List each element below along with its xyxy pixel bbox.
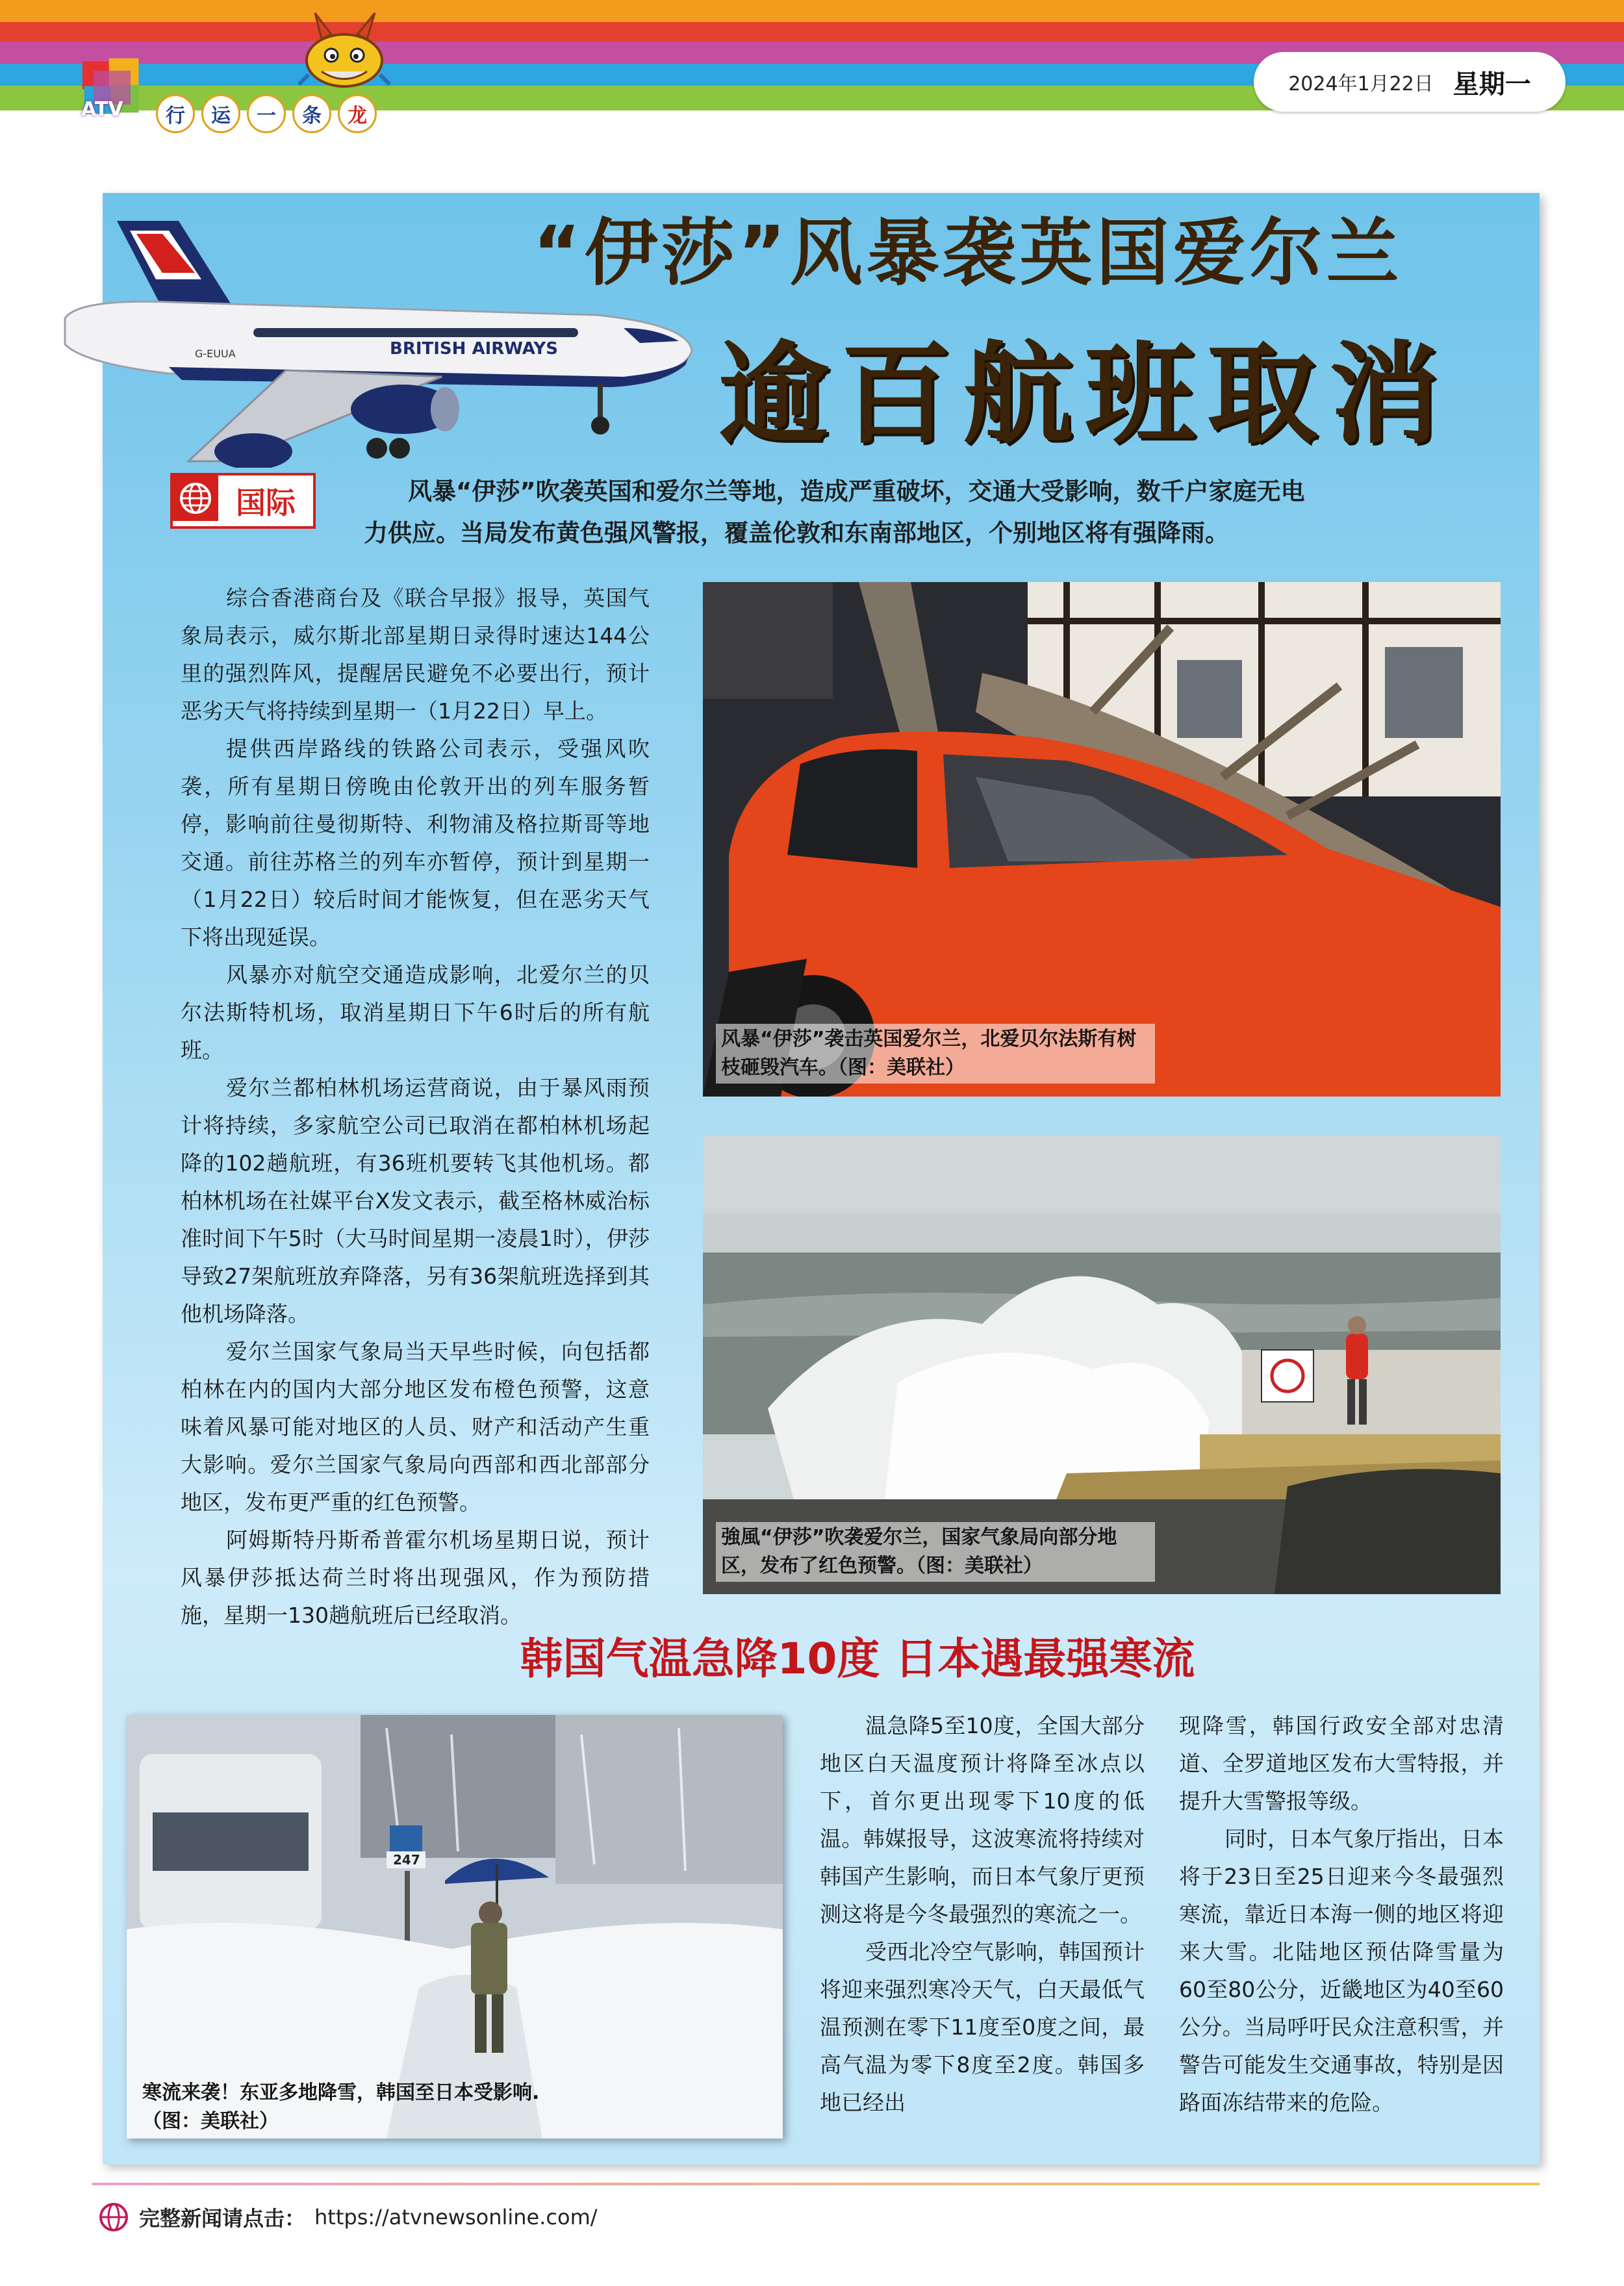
road-sign-number: 247 — [393, 1852, 420, 1868]
body-paragraph: 同时，日本气象厅指出，日本将于23日至25日迎来今冬最强烈寒流，靠近日本海一侧的地区将迎来大雪。北陆地区预估降雪量为60至80公分，近畿地区为40至60公分。当局呼吁民众注意积雪，并警告可能发生交通事故，特别是因路面冻结带来的危险。 — [1179, 1826, 1504, 2115]
brand-area — [81, 10, 393, 133]
headline-line2: 逾百航班取消 — [718, 331, 1451, 459]
photo1-caption: 风暴“伊莎”袭击英国爱尔兰，北爱贝尔法斯有树枝砸毁汽车。（图：美联社） — [716, 1024, 1155, 1084]
photo3-caption: 寒流来袭！东亚多地降雪，韩国至日本受影响.（图：美联社） — [142, 2081, 540, 2133]
body-paragraph: 受西北冷空气影响，韩国预计将迎来强烈寒冷天气，白天最低气温预测在零下11度至0度之间，最高气温为零下8度至2度。韩国多地已经出 — [820, 1939, 1145, 2115]
footer-divider — [92, 2183, 1540, 2185]
body-paragraph: 温急降5至10度，全国大部分地区白天温度预计将降至冰点以下，首尔更出现零下10度的低温。韩媒报导，这波寒流将持续对韩国产生影响，而日本气象厅更预测这将是今冬最强烈的寒流之一。 — [820, 1713, 1145, 1927]
article-body — [181, 579, 650, 1634]
globe-icon — [97, 2201, 130, 2233]
issue-weekday: 星期一 — [1453, 69, 1531, 99]
headline-line1: “伊莎”风暴袭英国爱尔兰 — [533, 211, 1403, 296]
photo-storm-waves — [703, 1136, 1501, 1594]
plane-livery: BRITISH AIRWAYS — [390, 339, 558, 359]
slogan-char: 条 — [292, 94, 331, 133]
globe-icon — [173, 476, 218, 521]
body-paragraph: 现降雪，韩国行政安全部对忠清道、全罗道地区发布大雪特报，并提升大雪警报等级。 — [1179, 1713, 1504, 1814]
body-paragraph: 提供西岸路线的铁路公司表示，受强风吹袭，所有星期日傍晚由伦敦开出的列车服务暂停，影响前往曼彻斯特、利物浦及格拉斯哥等地交通。前往苏格兰的列车亦暂停，预计到星期一（1月22日）较后时间才能恢复，但在恶劣天气下将出现延误。 — [181, 736, 650, 950]
brand-name: ATV — [81, 98, 123, 121]
body-paragraph: 爱尔兰国家气象局当天早些时候，向包括都柏林在内的国内大部分地区发布橙色预警，这意味着风暴可能对地区的人员、财产和活动产生重大影响。爱尔兰国家气象局向西部和西北部部分地区，发布更严重的红色预警。 — [181, 1339, 650, 1515]
article2-column2 — [1179, 1707, 1504, 2122]
photo-snow-street — [127, 1715, 783, 2139]
photo2-caption: 強風“伊莎”吹袭爱尔兰，国家气象局向部分地区，发布了红色预警。（图：美联社） — [716, 1522, 1155, 1582]
article2-column1 — [820, 1707, 1145, 2122]
section-tag — [170, 473, 316, 529]
body-paragraph: 阿姆斯特丹斯希普霍尔机场星期日说，预计风暴伊莎抵达荷兰时将出现强风，作为预防措施，星期一130趟航班后已经取消。 — [181, 1527, 650, 1628]
slogan-char: 一 — [247, 94, 286, 133]
footer-label: 完整新闻请点击： — [139, 2206, 306, 2231]
slogan-char: 运 — [201, 94, 240, 133]
photo-tree-car — [703, 582, 1501, 1097]
footer-link[interactable]: https://atvnewsonline.com/ — [314, 2205, 598, 2229]
body-paragraph: 综合香港商台及《联合早报》报导，英国气象局表示，威尔斯北部星期日录得时速达144公里的强烈阵风，提醒居民避免不必要出行，预计恶劣天气将持续到星期一（1月22日）早上。 — [181, 585, 650, 724]
lead-line1: 风暴“伊莎”吹袭英国和爱尔兰等地，造成严重破坏，交通大受影响，数千户家庭无电 — [408, 477, 1305, 505]
slogan — [156, 94, 377, 133]
section-label: 国际 — [236, 485, 296, 520]
plane-registration: G-EUUA — [195, 348, 236, 360]
body-paragraph: 爱尔兰都柏林机场运营商说，由于暴风雨预计将持续，多家航空公司已取消在都柏林机场起降的102趟航班，有36班机要转飞其他机场。都柏林机场在社媒平台X发文表示，截至格林威治标准时间下午5时（大马时间星期一凌晨1时），伊莎导致27架航班放弃降落，另有36架航班选择到其他机场降落。 — [181, 1075, 650, 1327]
article2-headline: 韩国气温急降10度 日本遇最强寒流 — [520, 1634, 1195, 1684]
issue-date: 2024年1月22日 — [1288, 73, 1434, 95]
body-paragraph: 风暴亦对航空交通造成影响，北爱尔兰的贝尔法斯特机场，取消星期日下午6时后的所有航班。 — [181, 962, 650, 1063]
lead-line2: 力供应。当局发布黄色强风警报，覆盖伦敦和东南部地区，个别地区将有强降雨。 — [364, 519, 1229, 547]
dragon-mascot-icon — [296, 10, 393, 94]
slogan-char: 龙 — [338, 94, 377, 133]
footer — [97, 2201, 598, 2233]
date-badge — [1254, 52, 1566, 112]
slogan-char: 行 — [156, 94, 195, 133]
